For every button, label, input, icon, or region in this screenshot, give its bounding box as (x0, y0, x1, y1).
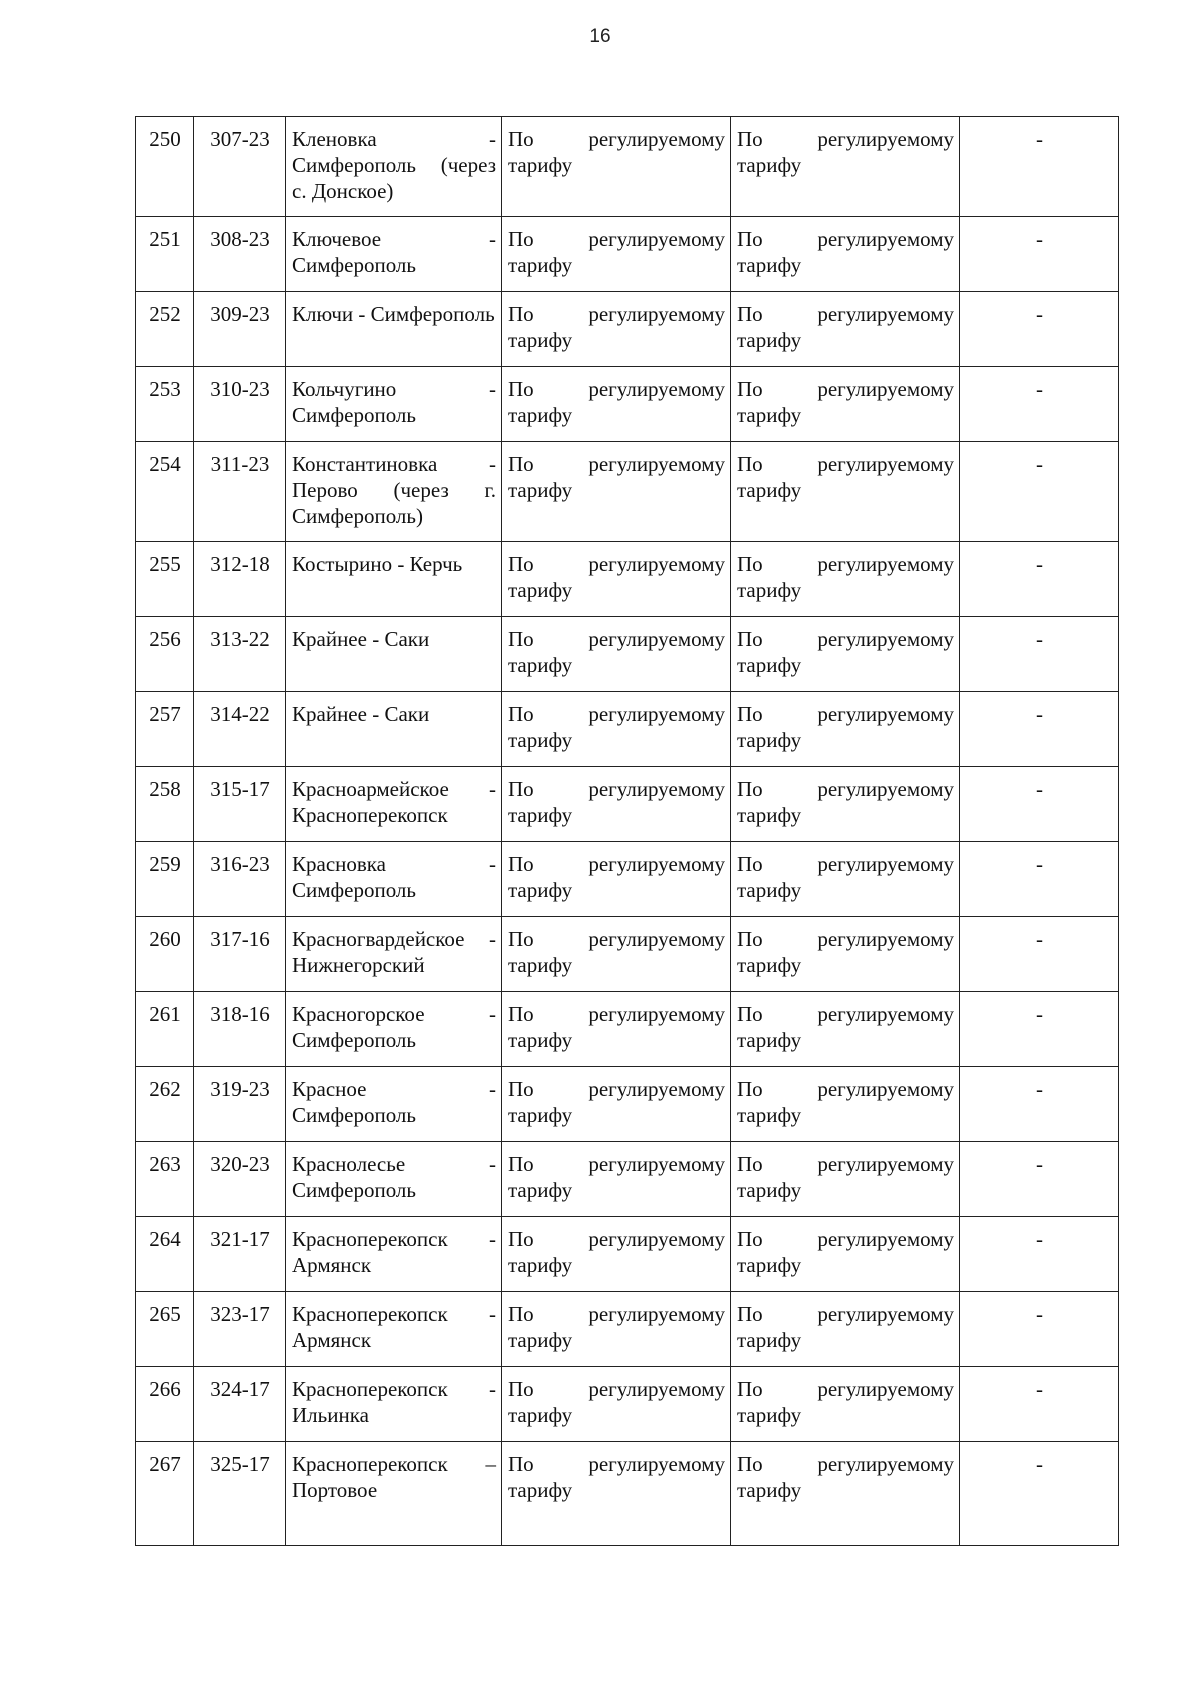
fare-type-secondary: По регулируемому тарифу (731, 217, 960, 292)
fare-type: По регулируемому тарифу (502, 617, 731, 692)
route-code: 313-22 (194, 617, 286, 692)
route-code: 323-17 (194, 1292, 286, 1367)
row-number: 255 (136, 542, 194, 617)
row-note: - (960, 692, 1119, 767)
route-code: 312-18 (194, 542, 286, 617)
row-note: - (960, 292, 1119, 367)
route-name: Костырино - Керчь (286, 542, 502, 617)
fare-type-secondary: По регулируемому тарифу (731, 917, 960, 992)
table-row (136, 442, 1119, 542)
fare-type: По регулируемому тарифу (502, 217, 731, 292)
fare-type: По регулируемому тарифу (502, 842, 731, 917)
fare-type-secondary: По регулируемому тарифу (731, 1067, 960, 1142)
route-code: 325-17 (194, 1442, 286, 1546)
route-code: 320-23 (194, 1142, 286, 1217)
fare-type: По регулируемому тарифу (502, 1142, 731, 1217)
route-code: 324-17 (194, 1367, 286, 1442)
row-note: - (960, 1367, 1119, 1442)
route-code: 307-23 (194, 117, 286, 217)
fare-type: По регулируемому тарифу (502, 917, 731, 992)
fare-type: По регулируемому тарифу (502, 1442, 731, 1546)
row-note: - (960, 1292, 1119, 1367)
row-note: - (960, 1442, 1119, 1546)
table-row (136, 1292, 1119, 1367)
fare-type: По регулируемому тарифу (502, 442, 731, 542)
route-code: 315-17 (194, 767, 286, 842)
row-number: 264 (136, 1217, 194, 1292)
route-name: Красноперекопск - Ильинка (286, 1367, 502, 1442)
fare-type-secondary: По регулируемому тарифу (731, 1217, 960, 1292)
fare-type: По регулируемому тарифу (502, 117, 731, 217)
fare-type: По регулируемому тарифу (502, 767, 731, 842)
fare-type: По регулируемому тарифу (502, 1292, 731, 1367)
table-row (136, 917, 1119, 992)
row-note: - (960, 767, 1119, 842)
route-code: 308-23 (194, 217, 286, 292)
table-row (136, 292, 1119, 367)
row-number: 251 (136, 217, 194, 292)
row-note: - (960, 917, 1119, 992)
row-note: - (960, 617, 1119, 692)
route-code: 311-23 (194, 442, 286, 542)
route-name: Красногвардейское - Нижнегорский (286, 917, 502, 992)
route-name: Красноармейское - Красноперекопск (286, 767, 502, 842)
fare-type: По регулируемому тарифу (502, 1067, 731, 1142)
fare-type: По регулируемому тарифу (502, 992, 731, 1067)
fare-type: По регулируемому тарифу (502, 367, 731, 442)
fare-type-secondary: По регулируемому тарифу (731, 842, 960, 917)
row-note: - (960, 442, 1119, 542)
fare-type: По регулируемому тарифу (502, 692, 731, 767)
row-number: 266 (136, 1367, 194, 1442)
route-name: Константиновка - Перово (через г. Симферополь) (286, 442, 502, 542)
fare-type: По регулируемому тарифу (502, 1367, 731, 1442)
row-number: 252 (136, 292, 194, 367)
row-note: - (960, 217, 1119, 292)
route-code: 321-17 (194, 1217, 286, 1292)
fare-type-secondary: По регулируемому тарифу (731, 1442, 960, 1546)
row-number: 253 (136, 367, 194, 442)
fare-type-secondary: По регулируемому тарифу (731, 617, 960, 692)
fare-type: По регулируемому тарифу (502, 292, 731, 367)
fare-type-secondary: По регулируемому тарифу (731, 117, 960, 217)
route-code: 319-23 (194, 1067, 286, 1142)
fare-type-secondary: По регулируемому тарифу (731, 1292, 960, 1367)
row-note: - (960, 992, 1119, 1067)
table-row (136, 1442, 1119, 1546)
table-row (136, 767, 1119, 842)
row-number: 259 (136, 842, 194, 917)
route-code: 309-23 (194, 292, 286, 367)
fare-type-secondary: По регулируемому тарифу (731, 367, 960, 442)
route-name: Красноперекопск - Армянск (286, 1217, 502, 1292)
row-number: 261 (136, 992, 194, 1067)
route-name: Крайнее - Саки (286, 617, 502, 692)
table-row (136, 117, 1119, 217)
row-number: 262 (136, 1067, 194, 1142)
row-number: 267 (136, 1442, 194, 1546)
row-note: - (960, 1217, 1119, 1292)
route-name: Красное - Симферополь (286, 1067, 502, 1142)
route-name: Ключевое - Симферополь (286, 217, 502, 292)
route-code: 314-22 (194, 692, 286, 767)
fare-type-secondary: По регулируемому тарифу (731, 292, 960, 367)
table-row (136, 692, 1119, 767)
table-row (136, 367, 1119, 442)
fare-type-secondary: По регулируемому тарифу (731, 442, 960, 542)
table-row (136, 1217, 1119, 1292)
route-code: 316-23 (194, 842, 286, 917)
routes-table (135, 116, 1119, 1546)
row-note: - (960, 117, 1119, 217)
route-name: Красноперекопск - Армянск (286, 1292, 502, 1367)
fare-type: По регулируемому тарифу (502, 1217, 731, 1292)
fare-type: По регулируемому тарифу (502, 542, 731, 617)
table-row (136, 1367, 1119, 1442)
route-name: Кольчугино - Симферополь (286, 367, 502, 442)
row-number: 254 (136, 442, 194, 542)
route-name: Красновка - Симферополь (286, 842, 502, 917)
table-row (136, 1067, 1119, 1142)
row-number: 258 (136, 767, 194, 842)
row-note: - (960, 542, 1119, 617)
table-row (136, 217, 1119, 292)
row-number: 260 (136, 917, 194, 992)
table-row (136, 542, 1119, 617)
table-row (136, 992, 1119, 1067)
fare-type-secondary: По регулируемому тарифу (731, 1367, 960, 1442)
table-row (136, 842, 1119, 917)
routes-table-body (136, 117, 1119, 1546)
route-code: 318-16 (194, 992, 286, 1067)
row-number: 263 (136, 1142, 194, 1217)
row-note: - (960, 1142, 1119, 1217)
route-code: 310-23 (194, 367, 286, 442)
route-name: Красноперекопск – Портовое (286, 1442, 502, 1546)
route-name: Кленовка - Симферополь (через с. Донское) (286, 117, 502, 217)
row-number: 256 (136, 617, 194, 692)
row-note: - (960, 1067, 1119, 1142)
page-number: 16 (589, 26, 611, 47)
route-name: Крайнее - Саки (286, 692, 502, 767)
fare-type-secondary: По регулируемому тарифу (731, 767, 960, 842)
route-name: Красногорское - Симферополь (286, 992, 502, 1067)
row-note: - (960, 842, 1119, 917)
route-name: Краснолесье - Симферополь (286, 1142, 502, 1217)
row-number: 250 (136, 117, 194, 217)
table-row (136, 1142, 1119, 1217)
route-code: 317-16 (194, 917, 286, 992)
row-number: 265 (136, 1292, 194, 1367)
row-note: - (960, 367, 1119, 442)
table-row (136, 617, 1119, 692)
route-name: Ключи - Симферополь (286, 292, 502, 367)
fare-type-secondary: По регулируемому тарифу (731, 992, 960, 1067)
fare-type-secondary: По регулируемому тарифу (731, 1142, 960, 1217)
row-number: 257 (136, 692, 194, 767)
fare-type-secondary: По регулируемому тарифу (731, 542, 960, 617)
fare-type-secondary: По регулируемому тарифу (731, 692, 960, 767)
